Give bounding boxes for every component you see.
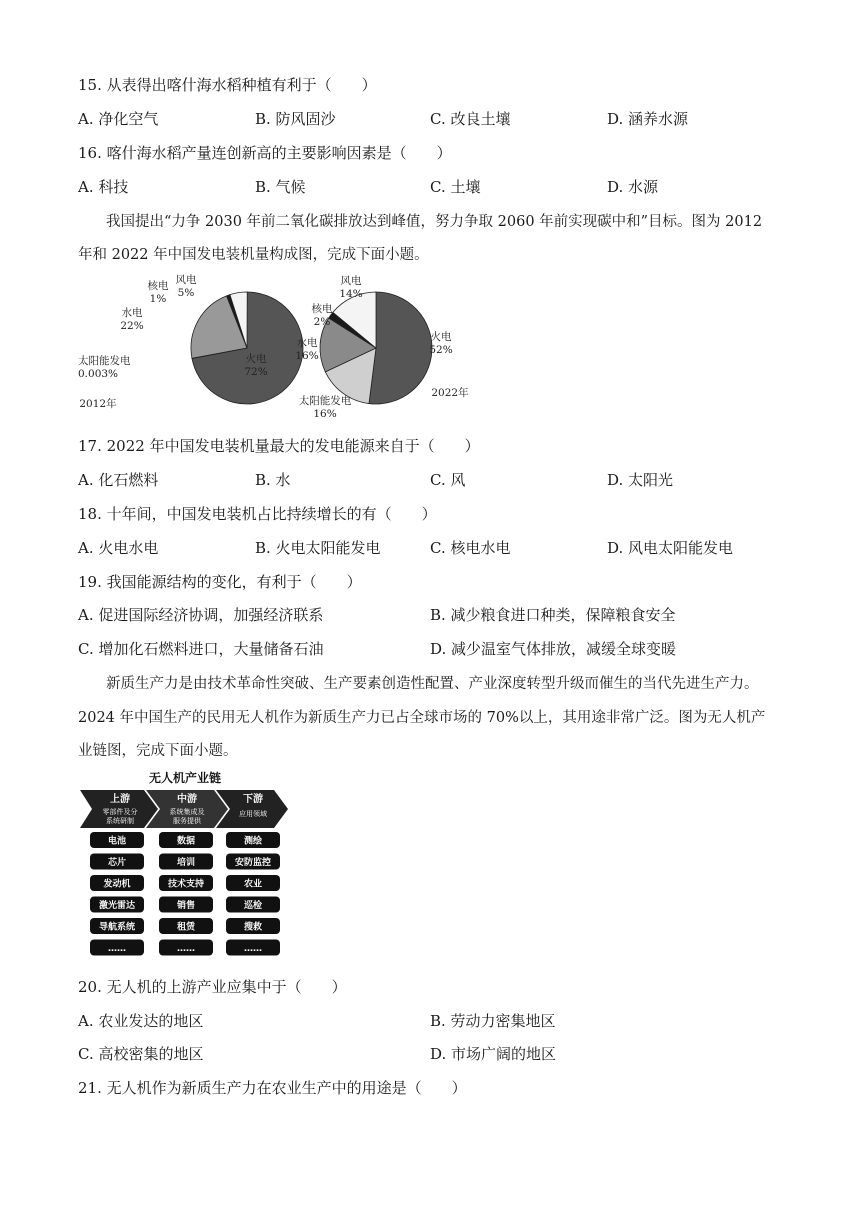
chain-box-label: 农业 xyxy=(243,879,263,890)
chain-item-boxes xyxy=(90,832,280,956)
q17-option-d[interactable]: D. 太阳光 xyxy=(607,471,674,489)
stage-upstream-desc-2: 系统研制 xyxy=(106,817,134,825)
q16-option-c[interactable]: C. 土壤 xyxy=(430,178,481,196)
q19-option-c[interactable]: C. 增加化石燃料进口，大量储备石油 xyxy=(78,640,324,658)
label-2022-solar-name: 太阳能发电 xyxy=(298,395,352,407)
label-2022-thermal-name: 火电 xyxy=(430,331,452,343)
label-2012-solar-name: 太阳能发电 xyxy=(78,355,131,367)
chain-box-label: 技术支持 xyxy=(167,879,205,890)
q19-option-a[interactable]: A. 促进国际经济协调，加强经济联系 xyxy=(78,606,324,624)
q15-option-b[interactable]: B. 防风固沙 xyxy=(255,110,336,128)
q17-option-a[interactable]: A. 化石燃料 xyxy=(78,471,159,489)
chain-box-label: 芯片 xyxy=(107,858,127,868)
pie-2012-title: 2012年 xyxy=(79,398,117,410)
chain-box-label: …… xyxy=(108,944,126,954)
label-2012-solar-value: 0.003% xyxy=(78,368,119,380)
chain-box-label: 导航系统 xyxy=(98,922,136,933)
chain-box-label: …… xyxy=(244,944,262,954)
chain-box-label: 培训 xyxy=(176,858,196,868)
q19-option-d[interactable]: D. 减少温室气体排放，减缓全球变暖 xyxy=(430,640,677,658)
q15-option-d[interactable]: D. 涵养水源 xyxy=(607,110,689,128)
label-2022-nuclear-value: 2% xyxy=(313,316,331,328)
question-19-stem: 19. 我国能源结构的变化，有利于（ ） xyxy=(78,573,362,591)
q20-option-a[interactable]: A. 农业发达的地区 xyxy=(78,1012,204,1030)
stage-upstream-name: 上游 xyxy=(110,794,130,805)
drone-industry-chain-diagram xyxy=(78,768,293,960)
label-2012-hydro-name: 水电 xyxy=(121,307,143,319)
passage-1-line-2: 年和 2022 年中国发电装机量构成图，完成下面小题。 xyxy=(78,247,429,263)
q15-option-c[interactable]: C. 改良土壤 xyxy=(430,110,511,128)
q16-option-b[interactable]: B. 气候 xyxy=(255,178,306,196)
passage-2-line-3: 业链图，完成下面小题。 xyxy=(78,743,238,759)
label-2022-nuclear-name: 核电 xyxy=(311,303,333,315)
chain-box-label: 搜救 xyxy=(243,922,263,933)
question-16-stem: 16. 喀什海水稻产量连创新高的主要影响因素是（ ） xyxy=(78,144,452,162)
stage-downstream-desc-1: 应用领域 xyxy=(239,810,267,818)
q16-option-d[interactable]: D. 水源 xyxy=(607,178,659,196)
label-2022-wind-name: 风电 xyxy=(340,275,362,287)
label-2022-hydro-name: 水电 xyxy=(296,337,318,349)
q16-option-a[interactable]: A. 科技 xyxy=(78,178,129,196)
pie-chart-2022 xyxy=(320,292,432,404)
chain-box-label: 激光雷达 xyxy=(98,901,136,911)
stage-midstream-name: 中游 xyxy=(177,794,197,805)
label-2022-wind-value: 14% xyxy=(339,288,363,300)
stage-midstream-desc-2: 服务提供 xyxy=(173,817,201,825)
chain-box-label: 销售 xyxy=(176,901,196,911)
pie-chart-2012 xyxy=(191,292,303,404)
label-2012-thermal-name: 火电 xyxy=(245,353,267,365)
passage-2-line-1: 新质生产力是由技术革命性突破、生产要素创造性配置、产业深度转型升级而催生的当代先进生产力。 xyxy=(106,676,759,692)
passage-1-line-1: 我国提出“力争 2030 年前二氧化碳排放达到峰值，努力争取 2060 年前实现碳中和”目标。图为 2012 xyxy=(106,214,763,230)
chain-box-label: 安防监控 xyxy=(234,858,272,868)
chain-box-label: …… xyxy=(177,944,195,954)
q17-option-c[interactable]: C. 风 xyxy=(430,471,466,489)
chain-box-label: 数据 xyxy=(176,836,196,847)
label-2022-hydro-value: 16% xyxy=(295,350,319,362)
chain-box-label: 电池 xyxy=(107,836,127,847)
label-2012-nuclear-value: 1% xyxy=(149,293,167,305)
pie-2022-title: 2022年 xyxy=(431,387,469,399)
label-2012-thermal-value: 72% xyxy=(244,366,268,378)
passage-2-line-2: 2024 年中国生产的民用无人机作为新质生产力已占全球市场的 70%以上，其用途非常广泛。图为无人机产 xyxy=(78,710,766,726)
label-2012-wind-name: 风电 xyxy=(175,274,197,286)
chain-box-label: 租赁 xyxy=(176,922,196,933)
pie-charts-figure xyxy=(70,268,490,418)
label-2012-nuclear-name: 核电 xyxy=(147,280,169,292)
q18-option-c[interactable]: C. 核电水电 xyxy=(430,539,511,557)
question-18-stem: 18. 十年间，中国发电装机占比持续增长的有（ ） xyxy=(78,505,437,523)
q18-option-d[interactable]: D. 风电太阳能发电 xyxy=(607,539,734,557)
stage-midstream-desc-1: 系统集成及 xyxy=(169,808,205,816)
chain-box-label: 发动机 xyxy=(103,879,131,890)
q20-option-c[interactable]: C. 高校密集的地区 xyxy=(78,1045,204,1063)
chain-box-label: 巡检 xyxy=(243,901,263,911)
q20-option-d[interactable]: D. 市场广阔的地区 xyxy=(430,1045,557,1063)
q20-option-b[interactable]: B. 劳动力密集地区 xyxy=(430,1012,556,1030)
q17-option-b[interactable]: B. 水 xyxy=(255,471,291,489)
question-20-stem: 20. 无人机的上游产业应集中于（ ） xyxy=(78,978,347,996)
label-2022-thermal-value: 52% xyxy=(429,344,453,356)
q18-option-b[interactable]: B. 火电太阳能发电 xyxy=(255,539,381,557)
label-2022-solar-value: 16% xyxy=(313,408,337,418)
diagram-title: 无人机产业链 xyxy=(148,771,222,785)
stage-downstream-name: 下游 xyxy=(243,794,263,805)
question-17-stem: 17. 2022 年中国发电装机量最大的发电能源来自于（ ） xyxy=(78,437,480,455)
q15-option-a[interactable]: A. 净化空气 xyxy=(78,110,159,128)
stage-upstream-desc-1: 零部件及分 xyxy=(102,808,138,816)
label-2012-wind-value: 5% xyxy=(177,287,195,299)
chain-box-label: 测绘 xyxy=(243,836,263,847)
label-2012-hydro-value: 22% xyxy=(120,320,144,332)
q19-option-b[interactable]: B. 减少粮食进口种类，保障粮食安全 xyxy=(430,606,676,624)
question-15-stem: 15. 从表得出喀什海水稻种植有利于（ ） xyxy=(78,76,377,94)
q18-option-a[interactable]: A. 火电水电 xyxy=(78,539,159,557)
question-21-stem: 21. 无人机作为新质生产力在农业生产中的用途是（ ） xyxy=(78,1079,467,1097)
pie-slice-火电 xyxy=(369,292,432,404)
